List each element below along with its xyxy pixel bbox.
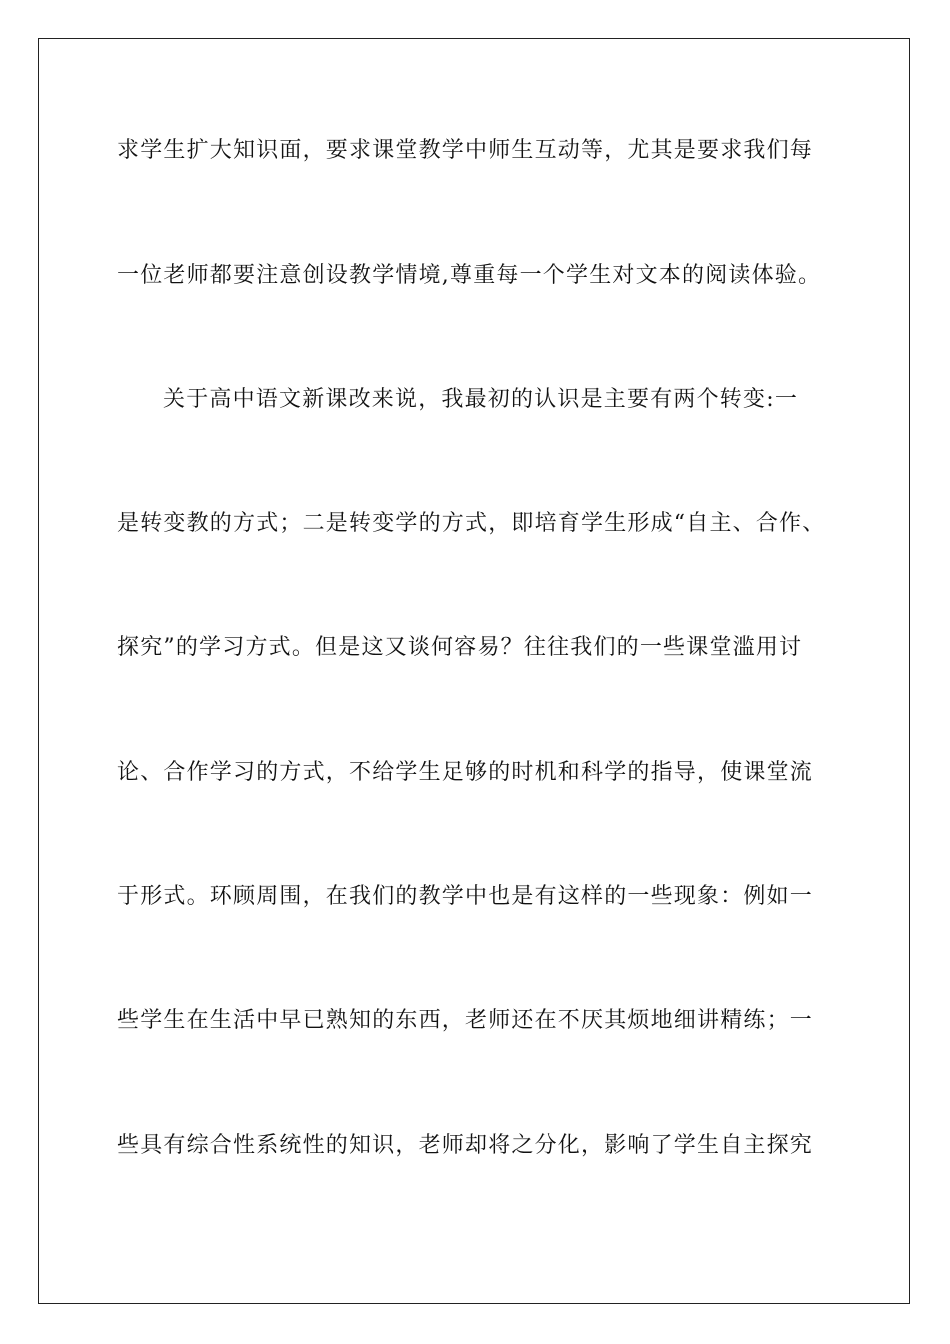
text-line-4: 是转变教的方式；二是转变学的方式，即培育学生形成“自主、合作、	[117, 511, 826, 536]
text-line-8: 些学生在生活中早已熟知的东西，老师还在不厌其烦地细讲精练；一	[117, 1008, 814, 1033]
text-line-9: 些具有综合性系统性的知识，老师却将之分化，影响了学生自主探究	[117, 1133, 814, 1158]
text-line-5: 探究”的学习方式。但是这又谈何容易？往往我们的一些课堂滥用讨	[117, 635, 803, 660]
text-line-7: 于形式。环顾周围，在我们的教学中也是有这样的一些现象：例如一	[117, 884, 814, 909]
text-line-6: 论、合作学习的方式，不给学生足够的时机和科学的指导，使课堂流	[117, 760, 814, 785]
text-line-2: 一位老师都要注意创设教学情境,尊重每一个学生对文本的阅读体验。	[117, 263, 822, 288]
text-line-1: 求学生扩大知识面，要求课堂教学中师生互动等，尤其是要求我们每	[117, 138, 814, 163]
page-border	[38, 38, 910, 1304]
paragraph-start-line: 关于高中语文新课改来说，我最初的认识是主要有两个转变:一	[163, 387, 799, 412]
